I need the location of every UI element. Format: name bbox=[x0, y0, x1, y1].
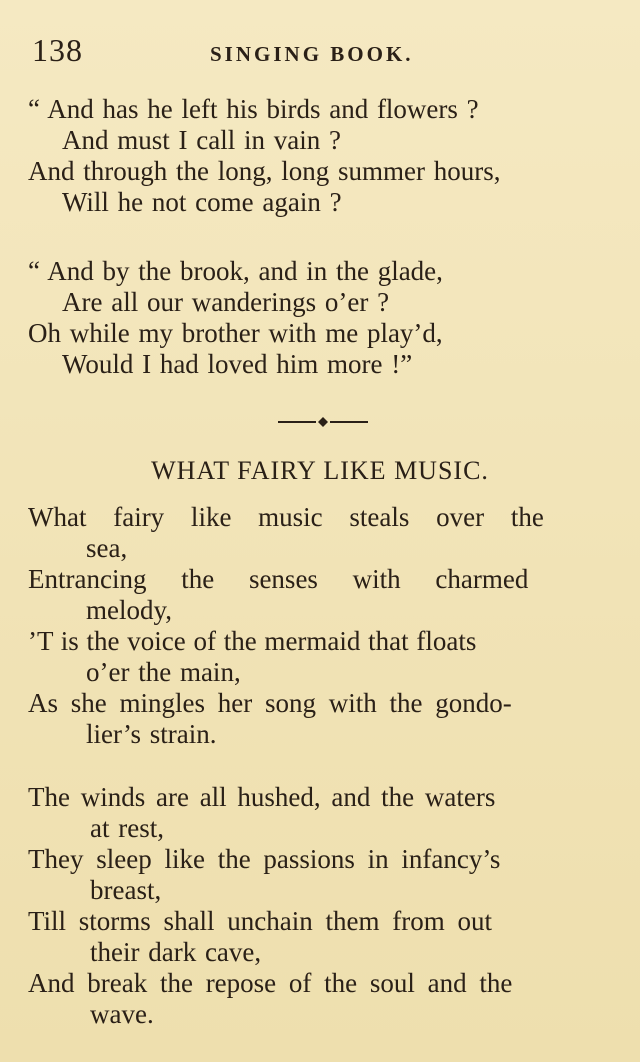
verse-line: Entrancing the senses with charmed bbox=[28, 564, 529, 594]
verse-line: Oh while my brother with me play’d, bbox=[28, 318, 443, 348]
verse-line: o’er the main, bbox=[86, 657, 241, 687]
page-number: 138 bbox=[32, 32, 83, 68]
page-header bbox=[32, 32, 610, 72]
verse-line: Are all our wanderings o’er ? bbox=[62, 287, 390, 317]
verse-line: What fairy like music steals over the bbox=[28, 502, 544, 532]
verse-line: at rest, bbox=[90, 813, 164, 843]
poem1-stanza-2 bbox=[28, 256, 612, 380]
verse-line: melody, bbox=[86, 595, 172, 625]
section-divider-ornament bbox=[278, 414, 368, 430]
verse-line: Would I had loved him more !” bbox=[62, 349, 413, 379]
verse-line: “ And by the brook, and in the glade, bbox=[28, 256, 443, 286]
song-stanza-2 bbox=[28, 782, 612, 1030]
song-title: WHAT FAIRY LIKE MUSIC. bbox=[151, 456, 489, 485]
verse-line: their dark cave, bbox=[90, 937, 262, 967]
verse-line: lier’s strain. bbox=[86, 719, 217, 749]
verse-line: As she mingles her song with the gondo- bbox=[28, 688, 512, 718]
poem1-stanza-1 bbox=[28, 94, 612, 218]
verse-line: ’T is the voice of the mermaid that floats bbox=[28, 626, 477, 656]
song-stanza-1 bbox=[28, 502, 612, 750]
verse-line: And through the long, long summer hours, bbox=[28, 156, 501, 186]
verse-line: sea, bbox=[86, 533, 128, 563]
verse-line: Will he not come again ? bbox=[62, 187, 342, 217]
verse-line: They sleep like the passions in infancy’s bbox=[28, 844, 501, 874]
verse-line: The winds are all hushed, and the waters bbox=[28, 782, 496, 812]
verse-line: And break the repose of the soul and the bbox=[28, 968, 513, 998]
verse-line: And must I call in vain ? bbox=[62, 125, 341, 155]
running-title: SINGING BOOK. bbox=[210, 42, 414, 66]
verse-line: Till storms shall unchain them from out bbox=[28, 906, 492, 936]
verse-line: wave. bbox=[90, 999, 154, 1029]
verse-line: “ And has he left his birds and flowers ? bbox=[28, 94, 479, 124]
verse-line: breast, bbox=[90, 875, 162, 905]
